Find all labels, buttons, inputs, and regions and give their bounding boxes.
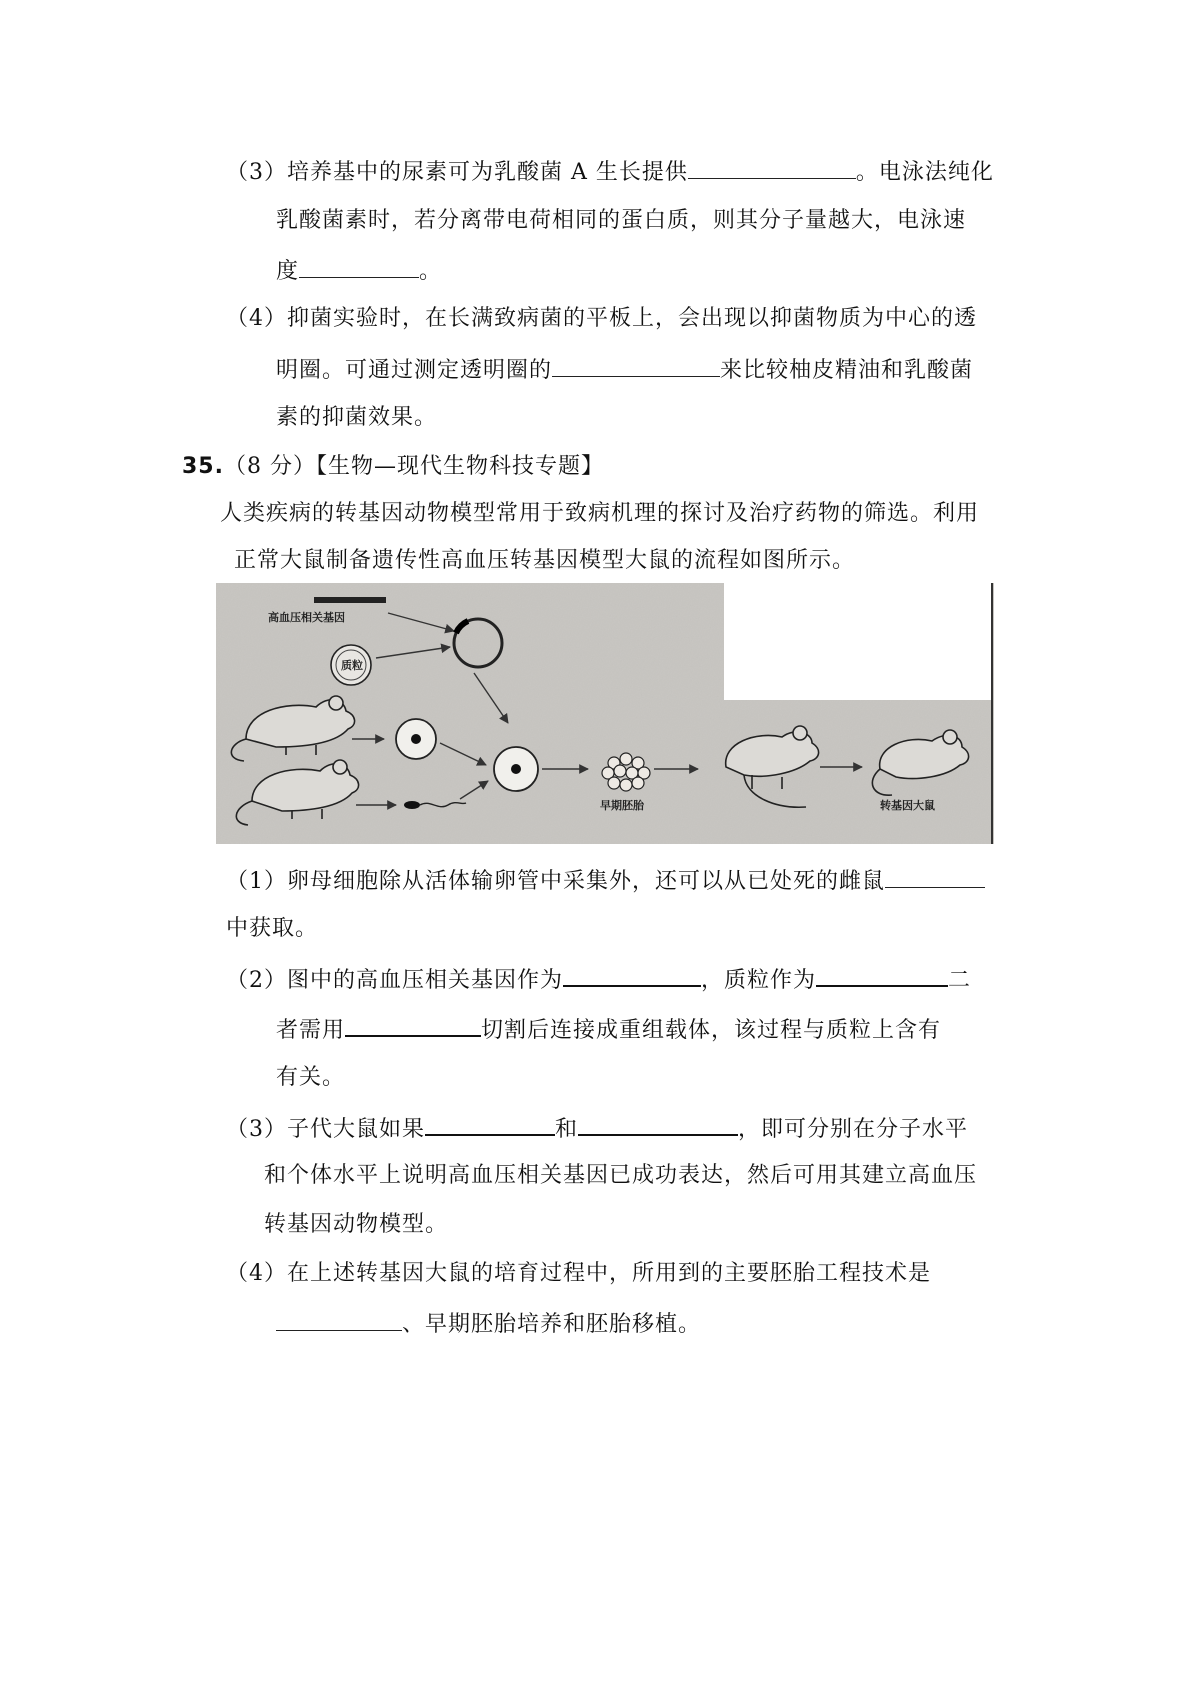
oocyte-nucleus [411,734,421,744]
transgenic-rat-flow-figure [216,583,994,844]
text: 明圈。可通过测定透明圈的 [276,358,553,383]
text: 切割后连接成重组载体，该过程与质粒上含有 [481,1018,942,1043]
sperm-icon [404,801,420,809]
q35-p3-line2: 和个体水平上说明高血压相关基因已成功表达，然后可用其建立高血压 [264,1163,978,1188]
q35-p1-line2: 中获取。 [226,916,319,941]
q34-p3-line3 [276,255,442,287]
q35-p2-line2 [276,1013,941,1046]
q34-p4-line3: 素的抑菌效果。 [276,405,438,430]
zygote-nucleus [511,764,521,774]
q35-p3-line1 [226,1112,968,1145]
figure-blank-area [724,583,992,700]
text: 来比较柚皮精油和乳酸菌 [720,358,974,383]
q35-p4-line1: （4）在上述转基因大鼠的培育过程中，所用到的主要胚胎工程技术是 [226,1261,931,1286]
answer-blank[interactable] [816,963,948,987]
q35-p2-line3: 有关。 [276,1065,346,1090]
answer-blank[interactable] [885,865,985,888]
early-embryo-icon [602,753,650,791]
answer-blank[interactable] [345,1013,481,1037]
q35-intro-line2: 正常大鼠制备遗传性高血压转基因模型大鼠的流程如图所示。 [234,548,856,573]
answer-blank[interactable] [552,354,720,377]
answer-blank[interactable] [276,1308,402,1331]
text: 和 [555,1117,579,1142]
q35-p1-line1 [226,865,985,897]
answer-blank[interactable] [563,963,701,987]
q35-p2-line1 [226,963,971,996]
answer-blank[interactable] [299,255,419,278]
text: 度 [276,259,300,284]
gene-bar [314,597,386,603]
q34-p4-line2 [276,354,973,386]
q34-p3-line2: 乳酸菌素时，若分离带电荷相同的蛋白质，则其分子量越大，电泳速 [276,208,967,233]
text: ，质粒作为 [701,968,817,993]
answer-blank[interactable] [688,156,856,179]
q34-p3-line1 [226,156,994,188]
text: 。电泳法纯化 [855,160,994,185]
plasmid-label: 质粒 [341,659,363,672]
question-score: （8 分） [223,454,316,479]
q35-p3-line3: 转基因动物模型。 [264,1212,449,1237]
q35-intro-line1: 人类疾病的转基因动物模型常用于致病机理的探讨及治疗药物的筛选。利用 [220,501,980,526]
text: （3）子代大鼠如果 [226,1117,425,1142]
text: 。 [419,259,443,284]
gene-label: 高血压相关基因 [268,611,345,624]
transgenic-label: 转基因大鼠 [880,799,935,812]
q35-header [182,452,604,482]
text: （3）培养基中的尿素可为乳酸菌 A 生长提供 [226,160,688,185]
text: （2）图中的高血压相关基因作为 [226,968,563,993]
question-number: 35. [182,454,224,479]
text: 者需用 [276,1018,346,1043]
answer-blank[interactable] [425,1112,555,1136]
q34-p4-line1: （4）抑菌实验时，在长满致病菌的平板上，会出现以抑菌物质为中心的透 [226,306,977,331]
text: ，即可分别在分子水平 [738,1117,969,1142]
text: （1）卵母细胞除从活体输卵管中采集外，还可以从已处死的雌鼠 [226,869,885,894]
answer-blank[interactable] [578,1112,738,1136]
q35-p4-line2 [276,1308,701,1340]
question-title: 【生物—现代生物科技专题】 [315,454,604,479]
text: 二 [948,968,972,993]
embryo-label: 早期胚胎 [600,799,644,812]
text: 、早期胚胎培养和胚胎移植。 [402,1312,702,1337]
